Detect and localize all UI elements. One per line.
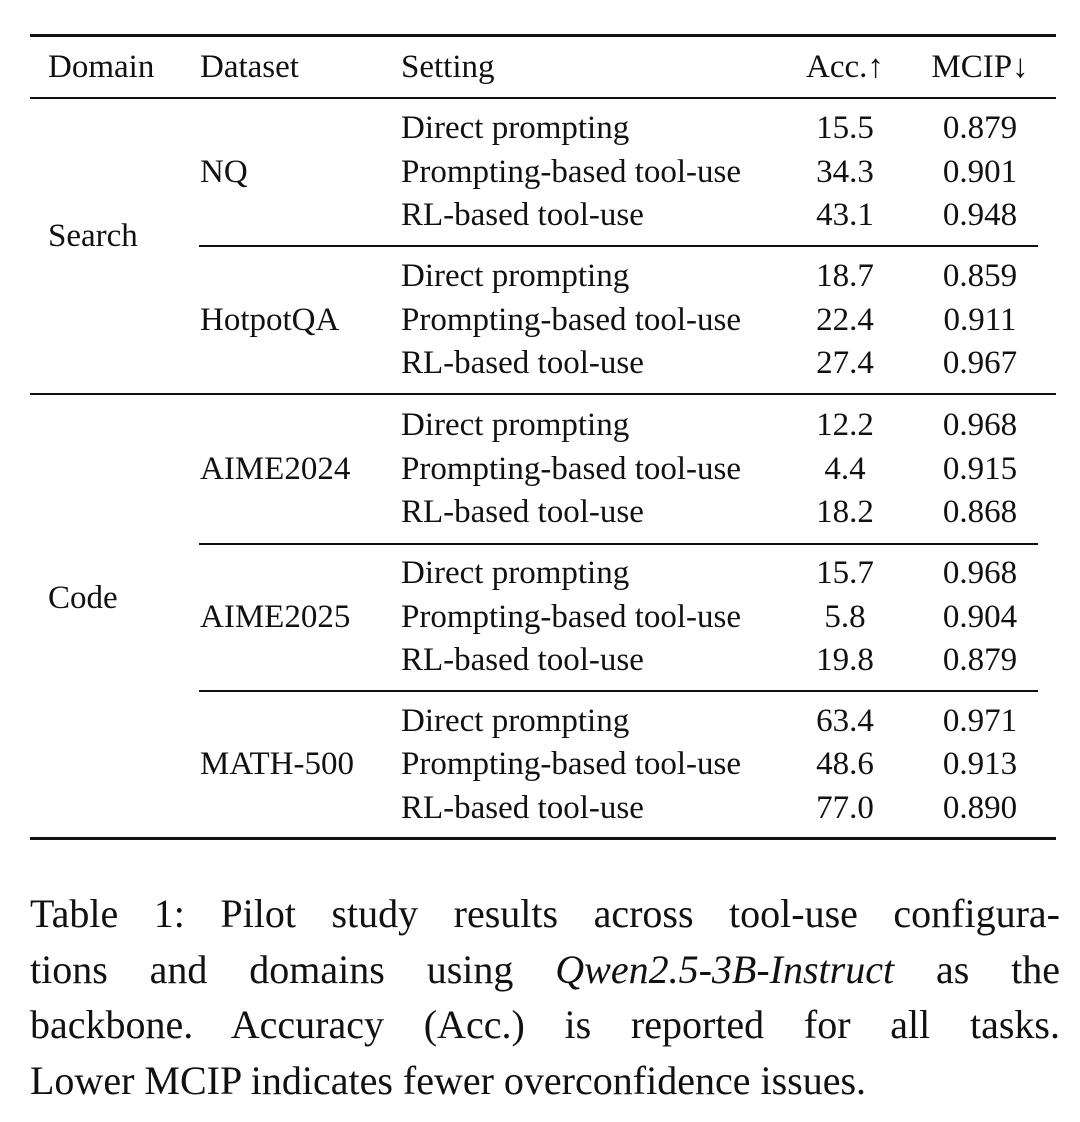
setting-cell: Prompting-based tool-use bbox=[401, 746, 742, 782]
dataset-label: MATH-500 bbox=[200, 746, 354, 782]
acc-cell: 18.2 bbox=[816, 494, 874, 530]
mcip-cell: 0.968 bbox=[942, 555, 1018, 591]
acc-cell: 27.4 bbox=[816, 345, 874, 381]
caption-line: Lower MCIP indicates fewer overconfidence issues. bbox=[30, 1057, 867, 1103]
caption-text: as the bbox=[894, 946, 1060, 992]
header-acc: Acc.↑ bbox=[806, 49, 884, 85]
setting-cell: Direct prompting bbox=[401, 555, 630, 591]
dataset-label: NQ bbox=[200, 154, 248, 190]
mcip-cell: 0.904 bbox=[942, 599, 1018, 635]
acc-cell: 34.3 bbox=[816, 154, 874, 190]
table-bottom-rule bbox=[30, 837, 1056, 840]
acc-cell: 18.7 bbox=[816, 258, 874, 294]
dataset-label: AIME2025 bbox=[200, 599, 351, 635]
acc-cell: 4.4 bbox=[824, 451, 866, 487]
dataset-label: AIME2024 bbox=[200, 451, 351, 487]
setting-cell: Prompting-based tool-use bbox=[401, 302, 742, 338]
mcip-cell: 0.971 bbox=[942, 703, 1018, 739]
caption-line bbox=[30, 942, 1060, 998]
table-top-rule bbox=[30, 34, 1056, 37]
domain-divider bbox=[30, 393, 1056, 395]
setting-cell: RL-based tool-use bbox=[401, 345, 644, 381]
setting-cell: RL-based tool-use bbox=[401, 642, 644, 678]
mcip-cell: 0.913 bbox=[942, 746, 1018, 782]
acc-cell: 77.0 bbox=[816, 790, 874, 826]
domain-label: Search bbox=[48, 218, 138, 254]
header-setting: Setting bbox=[401, 49, 495, 85]
acc-cell: 19.8 bbox=[816, 642, 874, 678]
setting-cell: Prompting-based tool-use bbox=[401, 451, 742, 487]
caption-text: tions and domains using bbox=[30, 946, 556, 992]
acc-cell: 12.2 bbox=[816, 407, 874, 443]
acc-cell: 22.4 bbox=[816, 302, 874, 338]
mcip-cell: 0.868 bbox=[942, 494, 1018, 530]
acc-cell: 5.8 bbox=[824, 599, 866, 635]
setting-cell: RL-based tool-use bbox=[401, 494, 644, 530]
setting-cell: RL-based tool-use bbox=[401, 197, 644, 233]
header-dataset: Dataset bbox=[200, 49, 299, 85]
mcip-cell: 0.911 bbox=[943, 302, 1017, 338]
acc-cell: 43.1 bbox=[816, 197, 874, 233]
acc-cell: 15.5 bbox=[816, 110, 874, 146]
mcip-cell: 0.967 bbox=[942, 345, 1018, 381]
acc-cell: 48.6 bbox=[816, 746, 874, 782]
setting-cell: Prompting-based tool-use bbox=[401, 599, 742, 635]
acc-cell: 63.4 bbox=[816, 703, 874, 739]
group-divider bbox=[199, 690, 1038, 692]
setting-cell: Direct prompting bbox=[401, 258, 630, 294]
dataset-label: HotpotQA bbox=[200, 302, 340, 338]
setting-cell: Direct prompting bbox=[401, 703, 630, 739]
mcip-cell: 0.859 bbox=[942, 258, 1018, 294]
mcip-cell: 0.901 bbox=[942, 154, 1018, 190]
table-header-rule bbox=[30, 97, 1056, 99]
domain-label: Code bbox=[48, 580, 118, 616]
setting-cell: Direct prompting bbox=[401, 407, 630, 443]
mcip-cell: 0.915 bbox=[942, 451, 1018, 487]
group-divider bbox=[199, 543, 1038, 545]
mcip-cell: 0.890 bbox=[942, 790, 1018, 826]
header-mcip: MCIP↓ bbox=[931, 49, 1029, 85]
caption-line: backbone. Accuracy (Acc.) is reported for all tasks. bbox=[30, 1002, 1060, 1047]
mcip-cell: 0.879 bbox=[942, 642, 1018, 678]
caption-line: Table 1: Pilot study results across tool-use configura- bbox=[30, 891, 1060, 936]
mcip-cell: 0.968 bbox=[942, 407, 1018, 443]
group-divider bbox=[199, 245, 1038, 247]
setting-cell: RL-based tool-use bbox=[401, 790, 644, 826]
table-caption bbox=[30, 886, 1060, 1108]
mcip-cell: 0.879 bbox=[942, 110, 1018, 146]
header-domain: Domain bbox=[48, 49, 155, 85]
caption-model-name: Qwen2.5-3B-Instruct bbox=[555, 946, 895, 992]
setting-cell: Prompting-based tool-use bbox=[401, 154, 742, 190]
mcip-cell: 0.948 bbox=[942, 197, 1018, 233]
setting-cell: Direct prompting bbox=[401, 110, 630, 146]
acc-cell: 15.7 bbox=[816, 555, 874, 591]
